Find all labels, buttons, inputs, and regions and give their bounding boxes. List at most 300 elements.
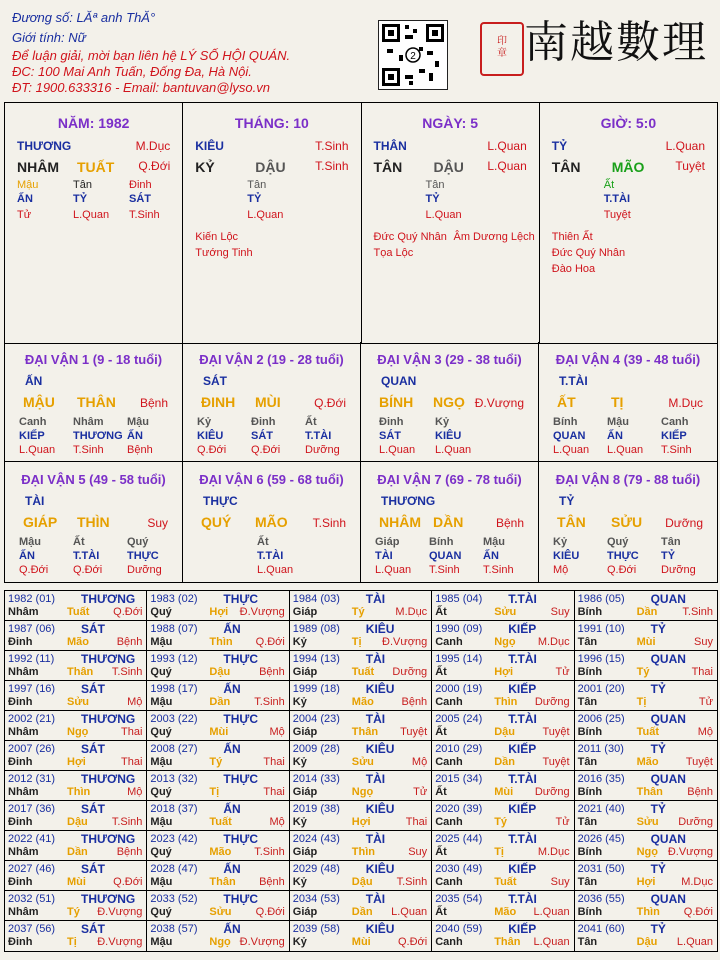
dai-van-can: BÍNH <box>379 394 414 410</box>
year-god: THƯƠNG <box>81 592 136 606</box>
hidden-stem: Tân <box>247 179 267 191</box>
shen-sha: Âm Dương Lệch <box>453 231 535 243</box>
year-can: Giáp <box>292 906 318 918</box>
dai-van-hgod: THỰC <box>127 550 159 562</box>
year-label: 1999 (18) <box>292 683 340 695</box>
year-label: 2019 (38) <box>292 803 340 815</box>
pillar-chi: DẬU <box>433 159 464 175</box>
year-can: Tân <box>577 696 598 708</box>
year-god: TÀI <box>365 772 386 786</box>
year-god: ẤN <box>223 682 241 696</box>
year-god: TÀI <box>365 652 386 666</box>
year-can: Nhâm <box>8 906 39 918</box>
dai-van-hgod: THỰC <box>607 550 639 562</box>
four-pillars <box>4 102 718 344</box>
year-cell <box>575 771 717 801</box>
year-chi: Dần <box>636 606 658 618</box>
year-label: 1991 (10) <box>577 623 625 635</box>
dai-van-hidden: Đinh <box>251 416 276 428</box>
pillar-3 <box>540 103 717 343</box>
year-can: Ất <box>435 786 447 798</box>
year-label: 1989 (08) <box>292 623 340 635</box>
phone-email-line: ĐT: 1900.633316 - Email: bantuvan@lyso.vn <box>12 80 270 95</box>
dai-van-star: T.Sinh <box>312 516 346 530</box>
dai-van-hstage: T.Sinh <box>661 444 692 456</box>
year-label: 2032 (51) <box>8 893 56 905</box>
year-can: Canh <box>435 756 463 768</box>
year-chi: Thìn <box>636 906 660 918</box>
dai-van-title: ĐẠI VẬN 4 (39 - 48 tuổi) <box>555 352 701 367</box>
year-can: Quý <box>150 666 172 678</box>
year-can: Nhâm <box>8 846 39 858</box>
year-god: ẤN <box>223 862 241 876</box>
dai-van-hidden: Ất <box>305 416 317 428</box>
year-can: Quý <box>150 846 172 858</box>
year-label: 2004 (23) <box>292 713 340 725</box>
year-can: Ất <box>435 846 447 858</box>
dai-van-1 <box>5 342 183 462</box>
year-god: TỶ <box>650 802 666 816</box>
year-god: QUAN <box>650 832 686 846</box>
year-god: T.TÀI <box>508 892 537 906</box>
year-cell <box>147 741 289 771</box>
dai-van-chi: NGỌ <box>433 394 465 410</box>
year-stage: Tử <box>698 696 713 708</box>
year-chi: Tuất <box>209 816 232 828</box>
year-cell <box>5 711 147 741</box>
year-chi: Mão <box>351 696 374 708</box>
dai-van-hstage: L.Quan <box>379 444 416 456</box>
hidden-stem: Mậu <box>17 179 39 191</box>
hidden-stage: Tử <box>17 209 32 221</box>
year-cell <box>575 651 717 681</box>
year-stage: M.Dục <box>537 636 570 648</box>
gender: Giới tính: Nữ <box>12 30 86 45</box>
year-chi: Sửu <box>67 696 90 708</box>
year-label: 2003 (22) <box>150 713 198 725</box>
year-stage: Bệnh <box>401 696 428 708</box>
year-stage: Tuyệt <box>542 756 570 768</box>
year-label: 2035 (54) <box>435 893 483 905</box>
year-label: 1998 (17) <box>150 683 198 695</box>
dai-van-hidden: Kỷ <box>197 416 212 428</box>
year-can: Kỷ <box>292 816 307 828</box>
year-stage: Q.Đới <box>113 606 143 618</box>
dai-van-title: ĐẠI VẬN 8 (79 - 88 tuổi) <box>555 472 701 487</box>
year-chi: Ngọ <box>351 786 374 798</box>
dai-van-god: THƯƠNG <box>381 494 436 508</box>
year-stage: Bệnh <box>116 636 143 648</box>
pillar-can: KỶ <box>195 159 215 175</box>
year-cell <box>432 591 574 621</box>
year-cell <box>5 741 147 771</box>
year-can: Bính <box>577 906 603 918</box>
hidden-stage: Tuyệt <box>603 209 631 221</box>
year-label: 1987 (06) <box>8 623 56 635</box>
hidden-god: TỶ <box>247 193 262 205</box>
year-chi: Mão <box>209 846 232 858</box>
year-god: TÀI <box>365 712 386 726</box>
dai-van-hidden: Kỷ <box>553 536 568 548</box>
year-chi: Tý <box>494 816 508 828</box>
year-can: Đinh <box>8 756 33 768</box>
year-label: 2018 (37) <box>150 803 198 815</box>
year-stage: Đ.Vượng <box>239 936 285 948</box>
year-god: ẤN <box>223 922 241 936</box>
year-stage: Đ.Vượng <box>97 936 143 948</box>
pillar-can: TÂN <box>551 159 581 175</box>
dai-van-hidden: Mậu <box>483 536 505 548</box>
pillar-chi: MÃO <box>611 159 645 175</box>
dai-van-can: TÂN <box>557 514 586 530</box>
dai-van-2 <box>183 342 361 462</box>
year-cell <box>5 621 147 651</box>
year-chi: Mùi <box>494 786 514 798</box>
year-stage: T.Sinh <box>254 846 285 858</box>
year-chi: Hợi <box>351 816 371 828</box>
year-god: KIÊU <box>365 862 395 876</box>
qr-code[interactable] <box>378 20 448 90</box>
year-chi: Sửu <box>351 756 374 768</box>
year-label: 2012 (31) <box>8 773 56 785</box>
year-label: 2028 (47) <box>150 863 198 875</box>
year-god: THỰC <box>223 772 259 786</box>
dai-van-hgod: ẤN <box>19 550 35 562</box>
dai-van-chi: THÂN <box>77 394 116 410</box>
year-god: ẤN <box>223 802 241 816</box>
pillar-stage: L.Quan <box>487 139 527 153</box>
year-label: 1985 (04) <box>435 593 483 605</box>
dai-van-hstage: L.Quan <box>257 564 294 576</box>
year-stage: Suy <box>550 876 570 888</box>
year-stage: Dưỡng <box>534 696 570 708</box>
year-can: Quý <box>150 786 172 798</box>
year-stage: Mộ <box>269 816 285 828</box>
year-label: 2020 (39) <box>435 803 483 815</box>
dai-van-hidden: Quý <box>607 536 629 548</box>
dai-van-title: ĐẠI VẬN 2 (19 - 28 tuổi) <box>199 352 344 367</box>
year-god: THƯƠNG <box>81 712 136 726</box>
year-can: Mậu <box>150 816 173 828</box>
year-chi: Sửu <box>494 606 517 618</box>
dai-van-hstage: L.Quan <box>607 444 644 456</box>
dai-van-hgod: KIẾP <box>661 430 687 442</box>
year-god: KIÊU <box>365 922 395 936</box>
pillar-chi: DẬU <box>255 159 286 175</box>
year-stage: Mộ <box>127 696 143 708</box>
year-stage: L.Quan <box>391 906 428 918</box>
year-stage: Mộ <box>269 726 285 738</box>
dai-van-hstage: Q.Đới <box>73 564 103 576</box>
year-chi: Ngọ <box>67 726 89 738</box>
year-can: Bính <box>577 786 603 798</box>
year-can: Quý <box>150 726 172 738</box>
dai-van-hidden: Mậu <box>607 416 629 428</box>
year-god: ẤN <box>223 742 241 756</box>
year-cell <box>290 801 432 831</box>
year-label: 2025 (44) <box>435 833 483 845</box>
year-cell <box>575 891 717 921</box>
dai-van-hstage: Q.Đới <box>607 564 637 576</box>
year-chi: Tý <box>209 756 223 768</box>
year-label: 2029 (48) <box>292 863 340 875</box>
year-can: Kỷ <box>292 756 307 768</box>
year-chi: Dần <box>351 906 373 918</box>
year-god: T.TÀI <box>508 772 537 786</box>
dai-van-hidden: Canh <box>19 416 47 428</box>
year-cell <box>575 681 717 711</box>
year-stage: Tuyệt <box>400 726 428 738</box>
year-can: Mậu <box>150 636 173 648</box>
hidden-stage: L.Quan <box>425 209 462 221</box>
year-label: 2016 (35) <box>577 773 625 785</box>
year-can: Tân <box>577 876 598 888</box>
year-can: Ất <box>435 726 447 738</box>
dai-van-hstage: Dưỡng <box>661 564 696 576</box>
year-stage: Mộ <box>411 756 428 768</box>
year-god: KIẾP <box>508 622 537 636</box>
dai-van-chi: SỬU <box>611 514 643 530</box>
year-can: Mậu <box>150 936 173 948</box>
pillar-title: NĂM: 1982 <box>57 115 130 131</box>
brand-logo: 南越數理 <box>524 17 708 68</box>
year-label: 2007 (26) <box>8 743 56 755</box>
year-cell <box>432 621 574 651</box>
year-can: Mậu <box>150 696 173 708</box>
year-cell <box>5 861 147 891</box>
year-can: Canh <box>435 696 463 708</box>
shen-sha: Đức Quý Nhân <box>551 247 626 259</box>
year-label: 2027 (46) <box>8 863 56 875</box>
year-god: T.TÀI <box>508 712 537 726</box>
year-chi: Thân <box>209 876 236 888</box>
year-stage: Mộ <box>127 786 143 798</box>
year-god: T.TÀI <box>508 652 537 666</box>
dai-van-chi: DẦN <box>433 514 464 530</box>
dai-van-title: ĐẠI VẬN 7 (69 - 78 tuổi) <box>377 472 522 487</box>
dai-van-hgod: SÁT <box>379 430 401 442</box>
dai-van-hidden: Nhâm <box>73 416 104 428</box>
year-label: 1994 (13) <box>292 653 340 665</box>
year-god: TÀI <box>365 592 386 606</box>
dai-van-hgod: QUAN <box>553 430 586 442</box>
year-label: 1982 (01) <box>8 593 56 605</box>
pillar-stage: T.Sinh <box>315 139 349 153</box>
year-can: Giáp <box>292 726 318 738</box>
dai-van-4 <box>539 342 717 462</box>
year-stage: Q.Đới <box>255 906 285 918</box>
year-god: KIẾP <box>508 742 537 756</box>
year-can: Nhâm <box>8 666 39 678</box>
year-chi: Mão <box>636 756 659 768</box>
dai-van-hstage: Mộ <box>553 564 569 576</box>
year-chi: Tuất <box>67 606 90 618</box>
dai-van-hidden: Giáp <box>375 536 400 548</box>
year-label: 2024 (43) <box>292 833 340 845</box>
year-can: Kỷ <box>292 636 307 648</box>
year-can: Canh <box>435 636 463 648</box>
dai-van-hgod: T.TÀI <box>257 550 284 562</box>
dai-van-can: NHÂM <box>379 514 421 530</box>
year-stage: Đ.Vượng <box>667 846 713 858</box>
year-cell <box>147 861 289 891</box>
dai-van-hstage: L.Quan <box>553 444 590 456</box>
pillar-title: NGÀY: 5 <box>422 115 478 131</box>
hidden-stem: Tân <box>73 179 92 191</box>
dai-van-title: ĐẠI VẬN 5 (49 - 58 tuổi) <box>21 472 166 487</box>
pillar-god: KIÊU <box>195 139 224 153</box>
year-label: 1996 (15) <box>577 653 625 665</box>
year-cell <box>290 681 432 711</box>
year-stage: L.Quan <box>533 906 570 918</box>
year-chi: Dậu <box>209 666 231 678</box>
year-stage: Tuyệt <box>542 726 570 738</box>
dai-van-hidden: Ất <box>73 536 85 548</box>
year-cell <box>290 591 432 621</box>
year-stage: T.Sinh <box>111 666 143 678</box>
year-chi: Hợi <box>209 606 229 618</box>
year-can: Tân <box>577 636 598 648</box>
year-stage: Tử <box>555 816 570 828</box>
dai-van-7 <box>361 462 539 582</box>
dai-van-can: ĐINH <box>201 394 236 410</box>
year-cell <box>5 921 147 951</box>
year-cell <box>575 801 717 831</box>
year-stage: L.Quan <box>533 936 570 948</box>
dai-van-hgod: KIÊU <box>435 430 462 442</box>
dai-van-hstage: L.Quan <box>19 444 56 456</box>
pillar-0 <box>5 103 183 343</box>
year-stage: Q.Đới <box>683 906 713 918</box>
year-cell <box>290 891 432 921</box>
year-cell <box>5 891 147 921</box>
year-can: Kỷ <box>292 696 307 708</box>
year-label: 2015 (34) <box>435 773 483 785</box>
dai-van-hidden: Quý <box>127 536 149 548</box>
year-chi: Thìn <box>209 636 233 648</box>
year-can: Giáp <box>292 666 318 678</box>
year-can: Đinh <box>8 636 33 648</box>
dai-van-hgod: THƯƠNG <box>73 430 123 442</box>
dai-van-chi: THÌN <box>77 514 110 530</box>
pillar-chi-star: Tuyệt <box>675 159 705 173</box>
year-label: 2031 (50) <box>577 863 625 875</box>
pillar-title: GIỜ: 5:0 <box>600 115 657 131</box>
year-label: 1988 (07) <box>150 623 198 635</box>
year-stage: Q.Đới <box>113 876 143 888</box>
year-god: THỰC <box>223 592 259 606</box>
year-god: TỶ <box>650 862 666 876</box>
year-god: KIẾP <box>508 862 537 876</box>
year-stage: Suy <box>408 846 428 858</box>
year-stage: Thai <box>263 786 285 798</box>
year-cell <box>575 591 717 621</box>
year-chi: Mùi <box>67 876 86 888</box>
dai-van-hidden: Bính <box>553 416 578 428</box>
year-label: 2011 (30) <box>577 743 624 755</box>
year-cell <box>575 621 717 651</box>
year-god: THƯƠNG <box>81 832 136 846</box>
year-cell <box>432 771 574 801</box>
year-chi: Mùi <box>636 636 656 648</box>
year-stage: Bệnh <box>259 876 285 888</box>
year-label: 1997 (16) <box>8 683 56 695</box>
year-chi: Thìn <box>351 846 376 858</box>
year-stage: Tuyệt <box>685 756 713 768</box>
dai-van-hidden: Tân <box>661 536 681 548</box>
year-label: 2002 (21) <box>8 713 56 725</box>
year-god: QUAN <box>650 592 686 606</box>
annual-luck-grid <box>4 590 718 952</box>
year-label: 2040 (59) <box>435 923 483 935</box>
year-god: KIÊU <box>365 802 395 816</box>
year-can: Kỷ <box>292 936 307 948</box>
year-chi: Tuất <box>636 726 659 738</box>
year-can: Nhâm <box>8 726 39 738</box>
year-stage: Đ.Vượng <box>382 636 428 648</box>
dai-van-star: Q.Đới <box>314 396 346 410</box>
year-can: Bính <box>577 726 603 738</box>
year-cell <box>575 861 717 891</box>
pillar-can: TÂN <box>373 159 403 175</box>
year-can: Giáp <box>292 786 318 798</box>
year-label: 2006 (25) <box>577 713 625 725</box>
hidden-stem: Ất <box>603 179 615 191</box>
year-god: KIÊU <box>365 682 395 696</box>
year-god: TÀI <box>365 832 386 846</box>
dai-van-chi: TỊ <box>611 394 624 410</box>
year-can: Mậu <box>150 756 173 768</box>
year-chi: Dậu <box>67 816 88 828</box>
dai-van-star: Dưỡng <box>665 516 703 530</box>
year-god: T.TÀI <box>508 832 537 846</box>
year-label: 2026 (45) <box>577 833 625 845</box>
year-can: Nhâm <box>8 786 39 798</box>
year-god: SÁT <box>81 742 105 756</box>
year-cell <box>432 681 574 711</box>
pillar-chi: TUẤT <box>77 159 115 175</box>
dai-van-can: ẤT <box>557 394 576 410</box>
year-label: 2009 (28) <box>292 743 340 755</box>
year-can: Kỷ <box>292 876 307 888</box>
dai-van-hgod: KIÊU <box>553 550 580 562</box>
year-cell <box>432 651 574 681</box>
hidden-god: TỶ <box>425 193 440 205</box>
year-stage: T.Sinh <box>254 696 285 708</box>
year-label: 2036 (55) <box>577 893 625 905</box>
year-stage: T.Sinh <box>682 606 713 618</box>
dai-van-hidden: Mậu <box>19 536 41 548</box>
year-cell <box>147 621 289 651</box>
year-chi: Hợi <box>67 756 86 768</box>
dai-van-5 <box>5 462 183 582</box>
year-can: Giáp <box>292 846 318 858</box>
year-chi: Tị <box>494 846 504 858</box>
year-label: 2000 (19) <box>435 683 483 695</box>
year-chi: Thân <box>494 936 521 948</box>
year-god: SÁT <box>81 622 105 636</box>
year-god: THỰC <box>223 652 259 666</box>
year-god: SÁT <box>81 682 105 696</box>
dai-van-chi: MÙI <box>255 394 281 410</box>
year-can: Canh <box>435 816 463 828</box>
year-label: 2014 (33) <box>292 773 340 785</box>
year-cell <box>5 771 147 801</box>
year-can: Đinh <box>8 816 33 828</box>
pillar-can: NHÂM <box>17 159 59 175</box>
year-stage: Đ.Vượng <box>97 906 143 918</box>
year-stage: Bệnh <box>116 846 143 858</box>
